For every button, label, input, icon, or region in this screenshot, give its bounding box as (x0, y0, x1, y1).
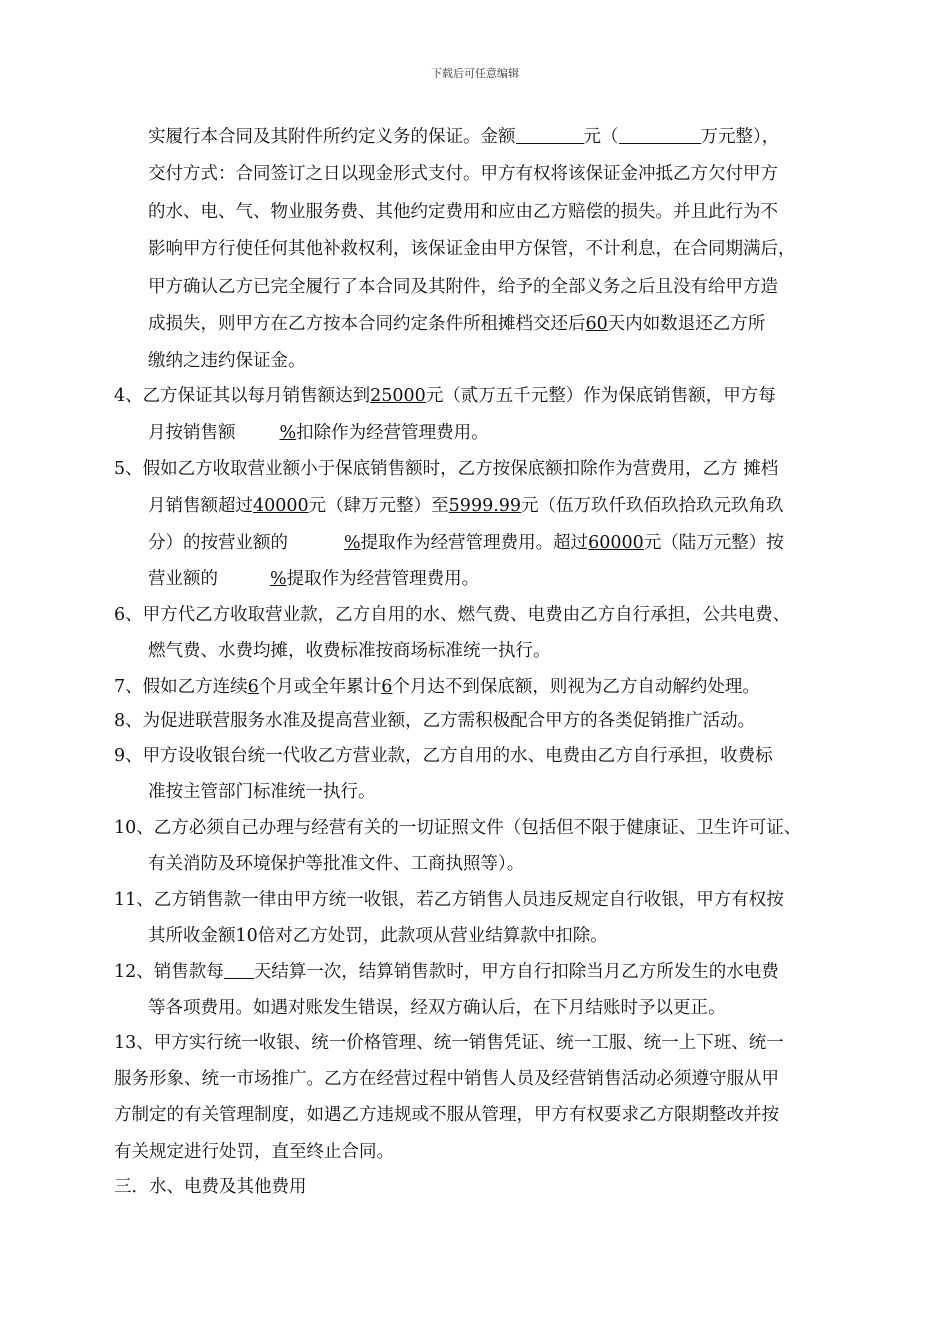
text-segment: 月按销售额 (148, 423, 236, 443)
text-line (114, 675, 760, 699)
text-segment: 扣除作为经营管理费用。 (296, 423, 489, 443)
amount-words-blank (619, 125, 701, 144)
text-line: 服务形象、统一市场推广。乙方在经营过程中销售人员及经营销售活动必须遵守服从甲 (114, 1069, 779, 1089)
underlined-value: 40000 (253, 496, 309, 516)
text-line: 准按主管部门标准统一执行。 (148, 782, 376, 802)
underlined-value: % (270, 569, 287, 589)
text-segment: 天内如数退还乙方所 (607, 314, 766, 334)
amount-blank (516, 125, 584, 144)
text-segment: 个月或全年累计 (258, 677, 382, 697)
text-line: 等各项费用。如遇对账发生错误，经双方确认后，在下月结账时予以更正。 (148, 998, 726, 1018)
text-segment: 元（陆万元整）按 (643, 533, 784, 553)
text-line (148, 567, 479, 591)
text-segment: 个月达不到保底额，则视为乙方自动解约处理。 (392, 677, 760, 697)
text-line: 有关消防及环境保护等批准文件、工商执照等）。 (148, 854, 525, 874)
underlined-value: 60 (585, 314, 608, 334)
underlined-value: 6 (381, 677, 393, 697)
text-line: 10、乙方必须自己办理与经营有关的一切证照文件（包括但不限于健康证、卫生许可证、 (114, 818, 802, 838)
text-line: 5、假如乙方收取营业额小于保底销售额时，乙方按保底额扣除作为营费用，乙方 摊档 (114, 459, 779, 479)
text-segment: 元（伍万玖仟玖佰玖拾玖元玖角玖 (521, 496, 784, 516)
text-segment: 元（贰万五千元整）作为保底销售额，甲方每 (425, 386, 776, 406)
text-line (148, 421, 489, 445)
text-segment: 提取作为经营管理费用。超过 (360, 533, 589, 553)
text-line (148, 494, 784, 518)
text-line: 11、乙方销售款一律由甲方统一收银，若乙方销售人员违反规定自行收银，甲方有权按 (114, 890, 784, 910)
text-segment: 万元整）， (700, 127, 780, 147)
text-line: 8、为促进联营服务水准及提高营业额，乙方需积极配合甲方的各类促销推广活动。 (114, 711, 756, 731)
text-segment: 月销售额超过 (148, 496, 253, 516)
text-line: 甲方确认乙方已完全履行了本合同及其附件，给予的全部义务之后且没有给甲方造 (148, 277, 778, 297)
underlined-value: % (279, 423, 297, 443)
text-line: 13、甲方实行统一收银、统一价格管理、统一销售凭证、统一工服、统一上下班、统一 (114, 1033, 784, 1053)
text-segment: 提取作为经营管理费用。 (286, 569, 480, 589)
text-line: 方制定的有关管理制度，如遇乙方违规或不服从管理，甲方有权要求乙方限期整改并按 (114, 1105, 779, 1125)
text-line: 交付方式：合同签订之日以现金形式支付。甲方有权将该保证金冲抵乙方欠付甲方 (148, 164, 778, 184)
text-line: 影响甲方行使任何其他补救权利，该保证金由甲方保管，不计利息，在合同期满后， (148, 239, 796, 259)
text-segment: 成损失，则甲方在乙方按本合同约定条件所租摊档交还后 (148, 314, 586, 334)
underlined-value: 6 (247, 677, 259, 697)
text-line: 燃气费、水费均摊，收费标准按商场标准统一执行。 (148, 641, 551, 661)
section-heading: 三．水、电费及其他费用 (114, 1177, 307, 1197)
text-segment: 实履行本合同及其附件所约定义务的保证。金额 (148, 127, 516, 147)
text-line (148, 531, 784, 555)
text-line: 缴纳之违约保证金。 (148, 351, 306, 371)
text-line: 9、甲方设收银台统一代收乙方营业款，乙方自用的水、电费由乙方自行承担，收费标 (114, 746, 773, 766)
text-segment: 分）的按营业额的 (148, 533, 288, 553)
text-segment: 4、乙方保证其以每月销售额达到 (114, 386, 371, 406)
text-line (148, 125, 779, 149)
page-header: 下载后可任意编辑 (431, 67, 519, 80)
text-line (148, 312, 765, 336)
text-line: 其所收金额10倍对乙方处罚，此款项从营业结算款中扣除。 (148, 926, 608, 946)
text-line: 6、甲方代乙方收取营业款，乙方自用的水、燃气费、电费由乙方自行承担，公共电费、 (114, 605, 791, 625)
text-segment: 元（肆万元整）至 (308, 496, 449, 516)
text-segment: 7、假如乙方连续 (114, 677, 248, 697)
text-line (114, 960, 779, 984)
underlined-value: % (344, 533, 361, 553)
underlined-value: 60000 (588, 533, 644, 553)
underlined-value: 25000 (370, 386, 426, 406)
text-line: 的水、电、气、物业服务费、其他约定费用和应由乙方赔偿的损失。并且此行为不 (148, 202, 778, 222)
text-line: 有关规定进行处罚，直至终止合同。 (114, 1142, 394, 1162)
text-segment: 天结算一次，结算销售款时，甲方自行扣除当月乙方所发生的水电费 (253, 962, 779, 982)
text-line (114, 384, 776, 408)
text-segment: 元（ (583, 127, 619, 147)
text-segment: 12、销售款每 (114, 962, 224, 982)
days-blank (224, 960, 254, 979)
text-segment: 营业额的 (148, 569, 218, 589)
underlined-value: 5999.99 (448, 496, 522, 516)
